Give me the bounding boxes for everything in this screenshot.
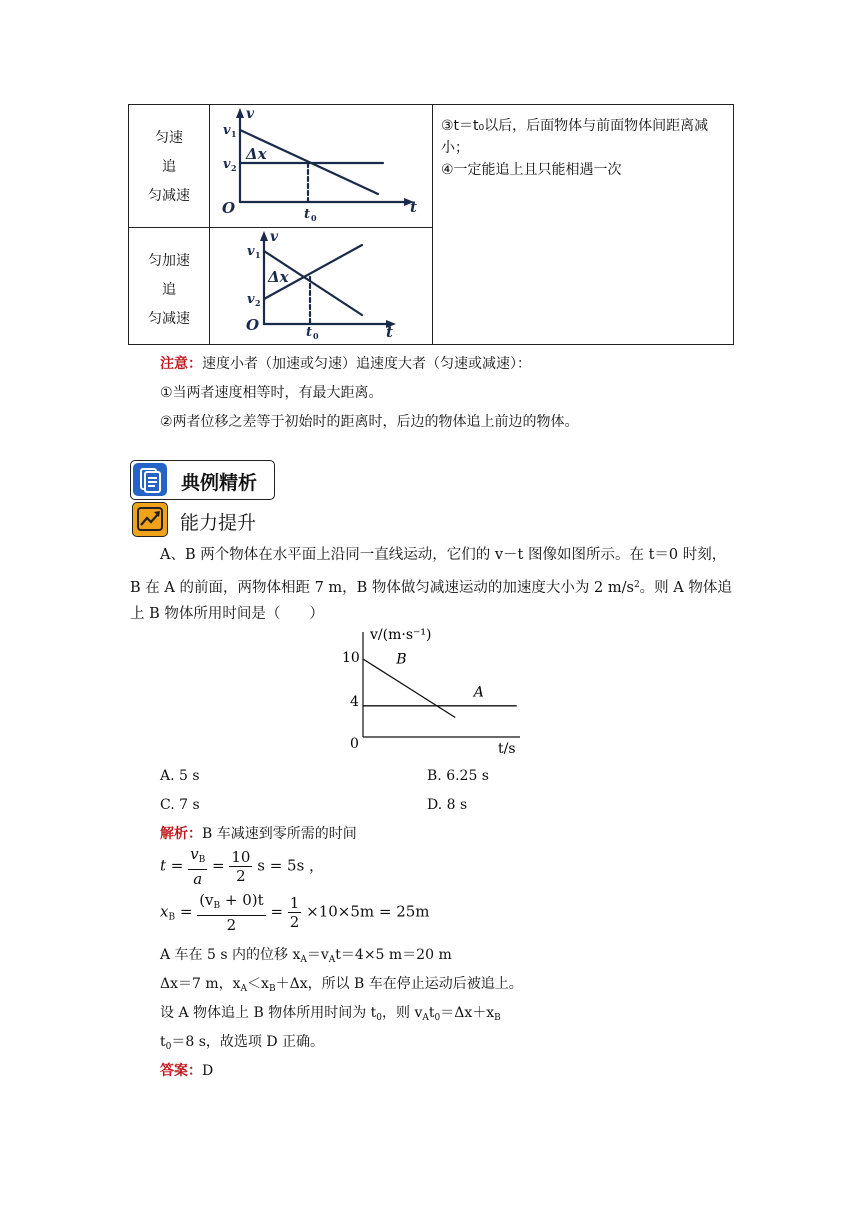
section-header-ability <box>130 502 270 538</box>
sol-sub: 0 <box>165 1042 172 1052</box>
row2-label-line: 追 <box>162 282 176 298</box>
eq1-two: 2 <box>236 867 246 885</box>
answer-line <box>160 1061 213 1081</box>
chart-ylabel: v/(m·s⁻¹) <box>370 627 432 643</box>
section-header-example <box>130 460 275 500</box>
eq2-num: (v <box>199 891 214 909</box>
graph1-v-arrow <box>236 108 244 118</box>
note-line: ④一定能追上且只能相遇一次 <box>441 162 622 178</box>
graph1-v2-label: v <box>223 157 231 172</box>
table-notes <box>441 115 726 181</box>
sol-sub: 0 <box>434 1013 441 1023</box>
graph1-t0-sub: 0 <box>311 213 317 223</box>
problem-text: B 在 A 的前面，两物体相距 7 m，B 物体做匀减速运动的加速度大小为 2 m/s <box>130 580 634 596</box>
graph2-v1-label: v <box>247 244 255 259</box>
option-c: C. 7 s <box>160 797 200 813</box>
problem-line-3: 上 B 物体所用时间是（ ） <box>130 606 324 622</box>
notice-item: ②两者位移之差等于初始时的距离时，后边的物体追上前边的物体。 <box>160 414 579 430</box>
graph1-t-label: t <box>410 198 417 216</box>
eq2-x: x <box>160 902 169 921</box>
solution-line-4 <box>160 1032 324 1057</box>
row2-label-line: 匀加速 <box>148 253 190 269</box>
graph1-v1-sub: 1 <box>231 129 237 139</box>
eq1-rest: s = 5s ， <box>257 856 325 875</box>
equation-displacement: $x_B$ = $\frac{(v_B + 0)t}{2}$ = $\frac{1}{2}$ ×10×5m = 25m <box>160 891 430 934</box>
sol-text: t <box>160 1034 166 1050</box>
option-a: A. 5 s <box>160 768 200 784</box>
vt-chart <box>330 622 530 757</box>
notice-text: 速度小者（加速或匀速）追速度大者（匀速或减速）： <box>202 356 531 372</box>
eq1-vB-sub: B <box>198 855 206 865</box>
series-label-A: A <box>473 684 484 701</box>
eq1-frac <box>188 845 207 888</box>
sol-sub: A <box>422 1013 429 1023</box>
graph2-t0-sub: 0 <box>313 331 319 341</box>
series-label-B: B <box>396 651 407 668</box>
sol-text: ＜x <box>247 976 269 992</box>
graph2-v2-sub: 2 <box>255 298 261 308</box>
solution-intro <box>160 824 357 844</box>
problem-sup: 2 <box>633 580 640 590</box>
graph1-v2-sub: 2 <box>231 163 237 173</box>
eq2-num-rest: + 0)t <box>220 891 264 909</box>
option-b: B. 6.25 s <box>427 768 489 784</box>
row1-label <box>129 124 209 211</box>
series-line-B <box>363 659 455 718</box>
graph1-origin-label: O <box>222 199 236 217</box>
sol-text: 设 A 物体追上 B 物体所用时间为 t <box>160 1005 377 1021</box>
sol-text: ＝v <box>306 947 329 963</box>
sol-text: A 车在 5 s 内的位移 x <box>160 947 301 963</box>
graph1-t0-label: t <box>304 207 311 222</box>
note-line: ③t＝t₀以后，后面物体与前面物体间距离减 <box>441 118 709 134</box>
graph2-v-arrow <box>260 231 268 241</box>
sol-text: Δx＝7 m，x <box>160 976 241 992</box>
sol-sub: A <box>300 955 307 965</box>
graph2-dx-label: Δx <box>268 268 289 286</box>
graph2-v2-label: v <box>247 292 255 307</box>
eq2-x-sub: B <box>168 912 176 923</box>
sol-text: ＝8 s，故选项 D 正确。 <box>171 1034 325 1050</box>
eq1-vB: v <box>190 845 199 863</box>
solution-intro-text: B 车减速到零所需的时间 <box>202 826 357 842</box>
eq2-two: 2 <box>289 913 300 931</box>
sol-sub: A <box>240 984 248 994</box>
note-line: 小； <box>441 140 469 156</box>
eq2-one: 1 <box>289 894 300 912</box>
eq2-den: 2 <box>226 916 237 934</box>
eq2-rest: ×10×5m = 25m <box>306 902 430 921</box>
eq1-ten: 10 <box>231 848 251 866</box>
table-vline-2 <box>432 105 433 344</box>
problem-text: 。则 A 物体追 <box>639 580 732 596</box>
graph1-v-label: v <box>246 106 255 122</box>
graph2-v1-sub: 1 <box>255 250 261 260</box>
eq2-frac2 <box>288 894 302 931</box>
graph2-origin-label: O <box>246 316 260 334</box>
chart-ytick-10: 10 <box>342 650 360 666</box>
section-title-example: 典例精析 <box>181 472 258 494</box>
graph1-dx-label: Δx <box>246 145 267 163</box>
trend-up-icon <box>132 502 168 537</box>
row2-label-line: 匀减速 <box>148 311 190 327</box>
answer-label: 答案： <box>160 1063 202 1079</box>
solution-line-1 <box>160 945 452 970</box>
eq1-a: a <box>193 870 203 888</box>
graph2-t-label: t <box>386 323 393 341</box>
eq1-frac2 <box>229 848 252 885</box>
chart-series <box>363 652 517 718</box>
answer-value: D <box>202 1063 214 1079</box>
eq1-t: t <box>160 856 167 875</box>
solution-line-2 <box>160 974 523 999</box>
sol-text: ＋Δx，所以 B 车在停止运动后被追上。 <box>275 976 523 992</box>
chart-xlabel: t/s <box>498 741 516 757</box>
sol-text: t＝4×5 m＝20 m <box>335 947 452 963</box>
graph-uniform-vs-decel <box>218 106 428 226</box>
sol-sub: B <box>494 1013 501 1023</box>
table-vline-1 <box>209 105 210 344</box>
section-title-ability: 能力提升 <box>180 512 257 534</box>
notice-line <box>160 354 531 374</box>
eq2-num-sub: B <box>213 901 221 911</box>
notice-label: 注意： <box>160 356 202 372</box>
option-d: D. 8 s <box>427 797 468 813</box>
sol-text: ，则 v <box>382 1005 423 1021</box>
sol-text: ＝Δx＋x <box>440 1005 495 1021</box>
notice-item: ①当两者速度相等时，有最大距离。 <box>160 385 383 401</box>
graph2-v-label: v <box>270 229 279 245</box>
row1-label-line: 匀减速 <box>148 188 190 204</box>
chart-ytick-0: 0 <box>350 736 359 752</box>
equation-time: t = $\frac{v_B}{a}$ = $\frac{10}{2}$ s = 5s ， <box>160 845 325 888</box>
sol-sub: A <box>328 955 336 965</box>
sol-sub: B <box>268 984 276 994</box>
row2-label <box>129 247 209 334</box>
problem-line-1: A、B 两个物体在水平面上沿同一直线运动，它们的 v－t 图像如图所示。在 t＝0 时刻， <box>160 547 727 563</box>
graph2-t0-label: t <box>306 325 313 340</box>
sol-sub: 0 <box>376 1013 383 1023</box>
graph-accel-vs-decel <box>240 227 420 343</box>
problem-line-2 <box>130 575 732 598</box>
solution-line-3 <box>160 1003 501 1028</box>
graph1-v1-label: v <box>223 123 231 138</box>
row1-label-line: 匀速 <box>155 130 183 146</box>
row1-label-line: 追 <box>162 159 176 175</box>
sol-text: t <box>428 1005 435 1021</box>
eq2-frac <box>197 891 265 934</box>
document-icon <box>133 463 167 496</box>
solution-label: 解析： <box>160 826 202 842</box>
chart-ytick-4: 4 <box>350 694 359 710</box>
